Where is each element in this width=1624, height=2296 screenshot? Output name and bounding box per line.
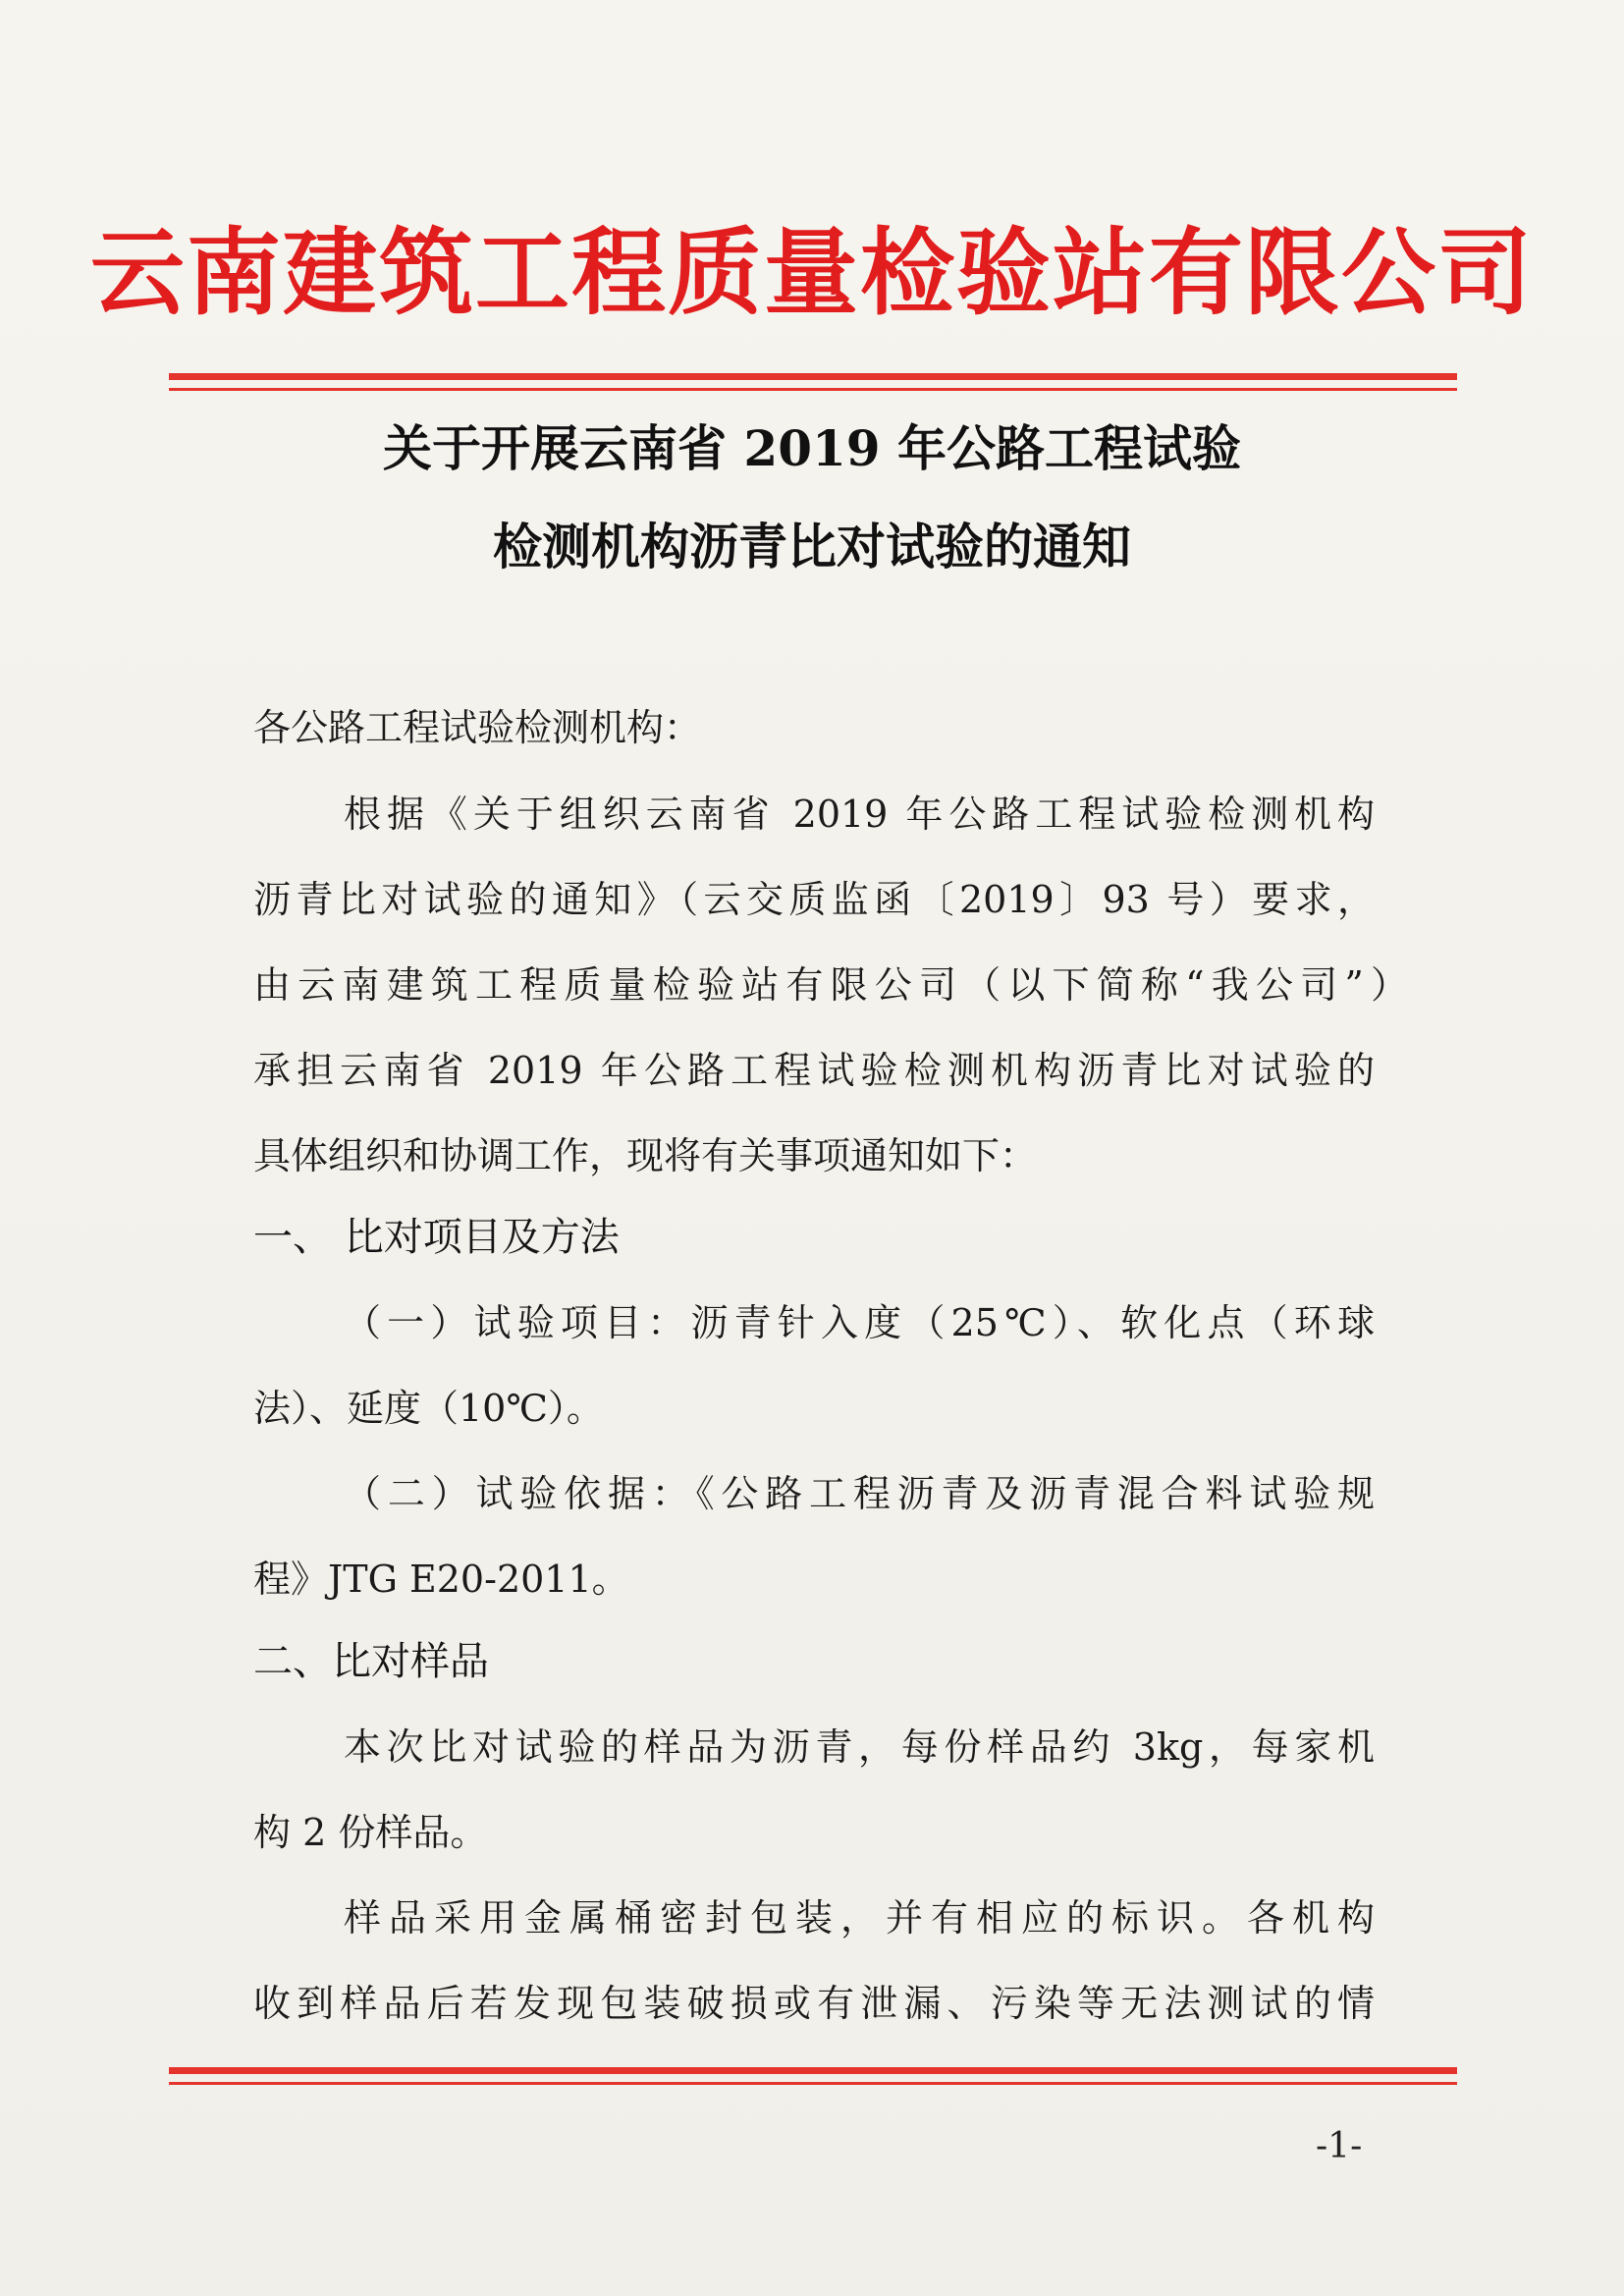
page-number: -1- (1316, 2126, 1363, 2166)
section-1-item-2-line-2: 程》JTG E20-2011。 (253, 1558, 629, 1601)
intro-line-2: 沥青比对试验的通知》（云交质监函〔2019〕93 号）要求， (253, 878, 1375, 921)
footer-rule-thick (169, 2067, 1457, 2074)
document-title-line-1: 关于开展云南省 2019 年公路工程试验 (383, 419, 1241, 477)
letterhead-org-name: 云南建筑工程质量检验站有限公司 (90, 218, 1534, 328)
footer-rule-thin (169, 2082, 1457, 2085)
intro-line-1: 根据《关于组织云南省 2019 年公路工程试验检测机构 (344, 793, 1375, 836)
intro-line-3: 由云南建筑工程质量检验站有限公司（以下简称“我公司”） (253, 963, 1408, 1007)
intro-line-5: 具体组织和协调工作，现将有关事项通知如下： (253, 1134, 1038, 1177)
salutation: 各公路工程试验检测机构： (253, 706, 702, 749)
letterhead-rule-thick (169, 373, 1457, 380)
section-1-heading: 一、 比对项目及方法 (253, 1215, 620, 1260)
section-2-para-1-line-1: 本次比对试验的样品为沥青，每份样品约 3kg，每家机 (344, 1725, 1375, 1769)
letterhead-rule-thin (169, 388, 1457, 391)
section-1-item-2-line-1: （二）试验依据：《公路工程沥青及沥青混合料试验规 (344, 1472, 1375, 1515)
intro-line-4: 承担云南省 2019 年公路工程试验检测机构沥青比对试验的 (253, 1049, 1375, 1092)
section-2-para-2-line-2: 收到样品后若发现包装破损或有泄漏、污染等无法测试的情 (253, 1982, 1375, 2025)
section-1-item-1-line-2: 法）、延度（10℃）。 (253, 1387, 604, 1430)
section-1-item-1-line-1: （一）试验项目：沥青针入度（25℃）、软化点（环球 (344, 1301, 1375, 1344)
section-2-para-1-line-2: 构 2 份样品。 (253, 1811, 488, 1854)
section-2-para-2-line-1: 样品采用金属桶密封包装，并有相应的标识。各机构 (344, 1896, 1375, 1940)
section-2-heading: 二、比对样品 (253, 1639, 489, 1684)
document-title-line-2: 检测机构沥青比对试验的通知 (493, 518, 1131, 575)
